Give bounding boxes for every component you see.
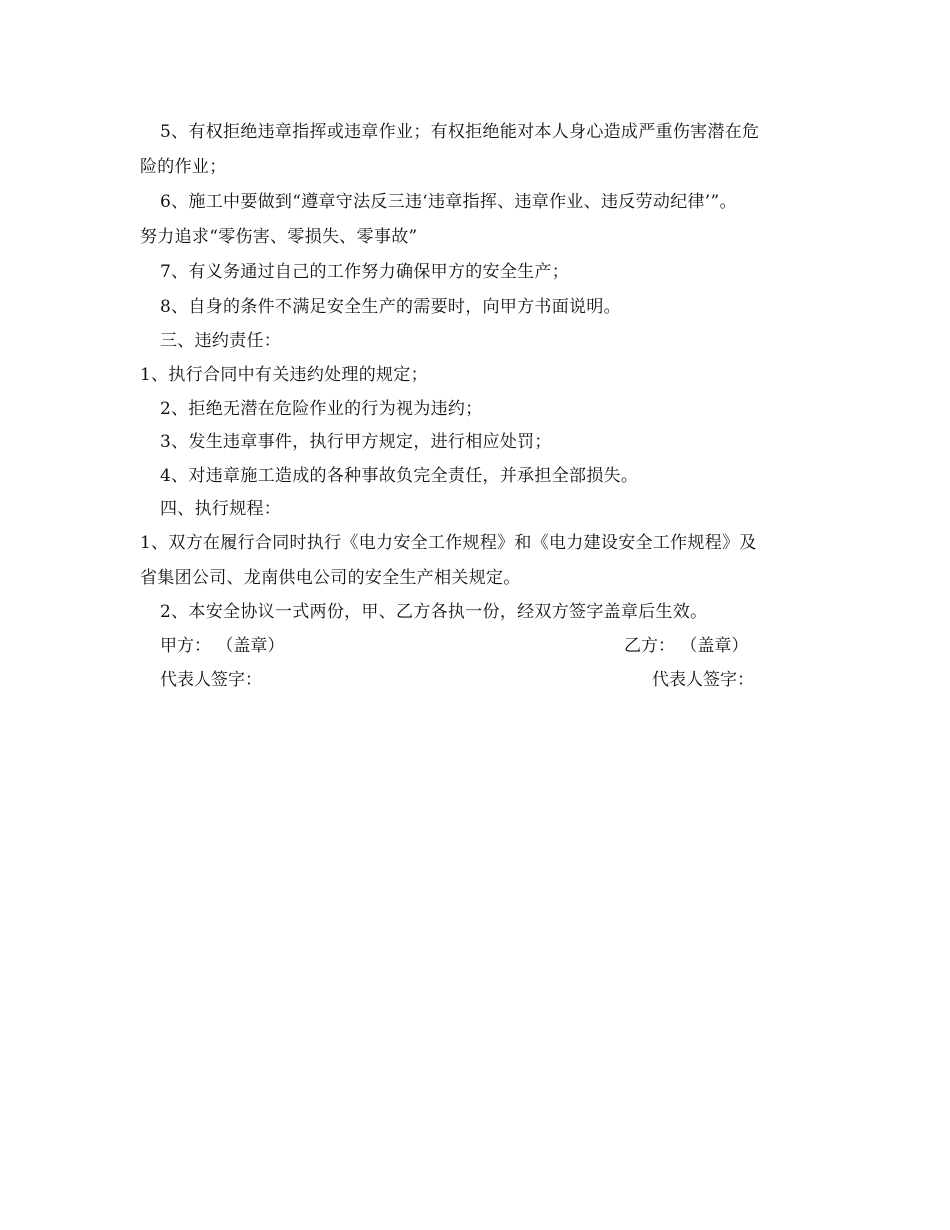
text-line: 1、双方在履行合同时执行《电力安全工作规程》和《电力建设安全工作规程》及 xyxy=(140,533,757,553)
text-line: 4、对违章施工造成的各种事故负完全责任，并承担全部损失。 xyxy=(160,466,639,486)
text-line: 2、本安全协议一式两份，甲、乙方各执一份，经双方签字盖章后生效。 xyxy=(160,602,708,622)
text-line: 2、拒绝无潜在危险作业的行为视为违约； xyxy=(160,399,483,419)
text-line: 5、有权拒绝违章指挥或违章作业；有权拒绝能对本人身心造成严重伤害潜在危 xyxy=(160,122,760,142)
text-line: 3、发生违章事件，执行甲方规定，进行相应处罚； xyxy=(160,432,552,452)
text-line: 8、自身的条件不满足安全生产的需要时，向甲方书面说明。 xyxy=(160,297,621,317)
text-line: 努力追求“零伤害、零损失、零事故” xyxy=(140,227,418,247)
text-line: 险的作业； xyxy=(140,157,227,177)
party-a-representative-label: 代表人签字： xyxy=(160,670,262,690)
section-heading: 三、违约责任： xyxy=(160,331,282,351)
text-line: 7、有义务通过自己的工作努力确保甲方的安全生产； xyxy=(160,262,570,282)
text-line: 6、施工中要做到“遵章守法反三违‘违章指挥、违章作业、违反劳动纪律’”。 xyxy=(160,192,737,212)
section-heading: 四、执行规程： xyxy=(160,499,282,519)
text-line: 省集团公司、龙南供电公司的安全生产相关规定。 xyxy=(140,568,521,588)
party-b-representative-label: 代表人签字： xyxy=(652,670,754,690)
text-line: 1、执行合同中有关违约处理的规定； xyxy=(140,365,428,385)
party-a-seal-label: 甲方： （盖章） xyxy=(160,636,285,656)
party-b-seal-label: 乙方： （盖章） xyxy=(624,636,749,656)
